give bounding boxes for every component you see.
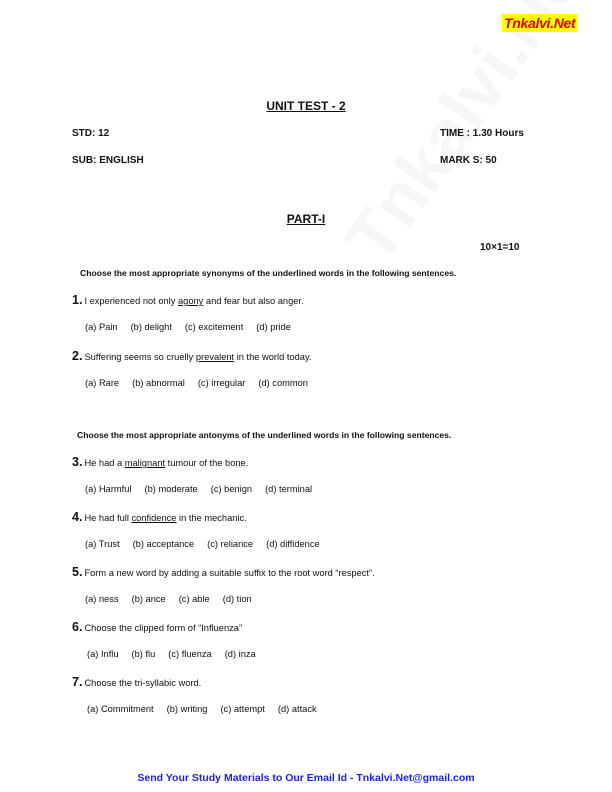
option: (a) Pain bbox=[85, 322, 118, 332]
answer-options bbox=[87, 704, 330, 714]
option: (a) Harmful bbox=[85, 484, 132, 494]
question-text: Suffering seems so cruelly bbox=[84, 352, 196, 362]
question-text: I experienced not only bbox=[84, 296, 178, 306]
antonym-instruction: Choose the most appropriate antonyms of the underlined words in the following sentences. bbox=[77, 430, 452, 440]
option: (a) Commitment bbox=[87, 704, 154, 714]
std-label: STD: 12 bbox=[72, 128, 110, 139]
option: (a) Rare bbox=[85, 378, 120, 388]
option: (d) diffidence bbox=[266, 539, 320, 549]
synonym-instruction: Choose the most appropriate synonyms of the underlined words in the following sentences. bbox=[80, 268, 457, 278]
option: (b) ance bbox=[131, 594, 166, 604]
underlined-word: confidence bbox=[131, 513, 177, 523]
question-text: He had full bbox=[84, 513, 132, 523]
question-number: 6. bbox=[72, 620, 83, 634]
answer-options bbox=[85, 322, 304, 332]
option: (d) terminal bbox=[265, 484, 313, 494]
question-number: 7. bbox=[72, 675, 83, 689]
option: (c) fluenza bbox=[168, 649, 212, 659]
part-heading-text: PART-I bbox=[286, 212, 326, 226]
question bbox=[72, 510, 247, 524]
marks-label: MARK S: 50 bbox=[440, 155, 497, 166]
question-number: 3. bbox=[72, 455, 83, 469]
question bbox=[72, 455, 248, 469]
option: (d) attack bbox=[277, 704, 317, 714]
option: (b) delight bbox=[130, 322, 172, 332]
answer-options bbox=[85, 378, 321, 388]
question bbox=[72, 349, 311, 363]
question bbox=[72, 565, 375, 579]
question-number: 5. bbox=[72, 565, 83, 579]
option: (c) benign bbox=[210, 484, 253, 494]
subject-label: SUB: ENGLISH bbox=[72, 155, 144, 166]
option: (d) common bbox=[258, 378, 308, 388]
option: (c) irregular bbox=[197, 378, 246, 388]
option: (b) acceptance bbox=[132, 539, 195, 549]
answer-options bbox=[85, 539, 333, 549]
option: (b) flu bbox=[131, 649, 156, 659]
option: (c) excitement bbox=[184, 322, 244, 332]
option: (d) inza bbox=[224, 649, 256, 659]
question-text-end: tumour of the bone. bbox=[165, 458, 249, 468]
option: (c) attempt bbox=[220, 704, 265, 714]
underlined-word: agony bbox=[177, 296, 204, 306]
question-text-end: in the world today. bbox=[234, 352, 312, 362]
site-logo: Tnkalvi.Net bbox=[504, 15, 576, 31]
option: (c) able bbox=[178, 594, 210, 604]
question bbox=[72, 675, 201, 689]
option: (a) Influ bbox=[87, 649, 119, 659]
answer-options bbox=[87, 649, 269, 659]
question bbox=[72, 293, 304, 307]
question-number: 2. bbox=[72, 349, 83, 363]
answer-options bbox=[85, 594, 265, 604]
question bbox=[72, 620, 242, 634]
test-title bbox=[0, 99, 612, 113]
question-text-end: and fear but also anger. bbox=[203, 296, 304, 306]
question-text: He had a bbox=[84, 458, 125, 468]
question-text: Choose the clipped form of “Influenza” bbox=[84, 623, 243, 633]
part-heading bbox=[0, 212, 612, 226]
question-text: Form a new word by adding a suitable suffix to the root word “respect”. bbox=[84, 568, 375, 578]
option: (a) ness bbox=[85, 594, 119, 604]
underlined-word: prevalent bbox=[195, 352, 235, 362]
time-label: TIME : 1.30 Hours bbox=[440, 128, 524, 139]
question-text: Choose the tri-syllabic word. bbox=[84, 678, 202, 688]
answer-options bbox=[85, 484, 325, 494]
option: (b) moderate bbox=[144, 484, 198, 494]
option: (b) abnormal bbox=[132, 378, 185, 388]
question-number: 1. bbox=[72, 293, 83, 307]
option: (d) pride bbox=[256, 322, 291, 332]
option: (d) tion bbox=[222, 594, 252, 604]
marks-formula: 10×1=10 bbox=[480, 242, 520, 253]
underlined-word: malignant bbox=[124, 458, 166, 468]
question-number: 4. bbox=[72, 510, 83, 524]
option: (b) writing bbox=[166, 704, 208, 714]
question-text-end: in the mechanic. bbox=[176, 513, 247, 523]
test-title-text: UNIT TEST - 2 bbox=[266, 99, 346, 113]
footer-email-note: Send Your Study Materials to Our Email Id - Tnkalvi.Net@gmail.com bbox=[137, 772, 475, 784]
option: (a) Trust bbox=[85, 539, 120, 549]
option: (c) reliance bbox=[207, 539, 254, 549]
